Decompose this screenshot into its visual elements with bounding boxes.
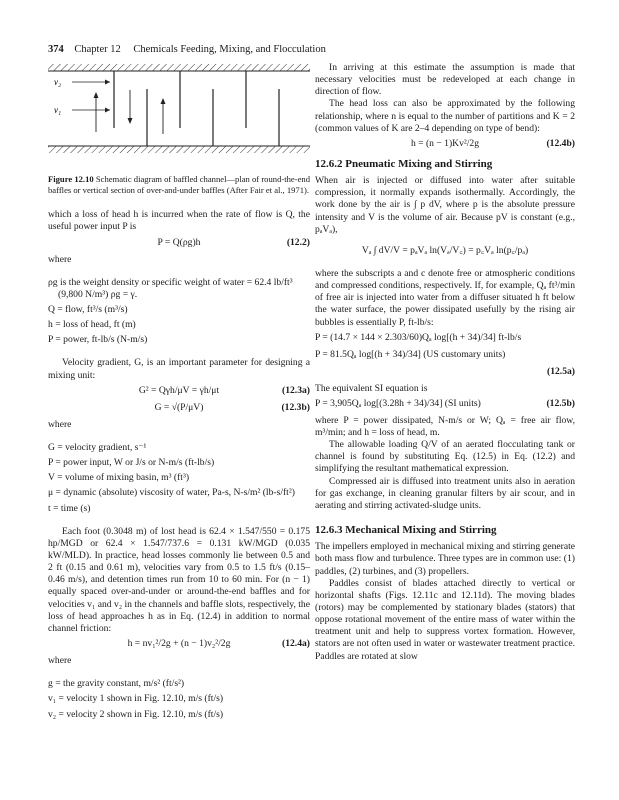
equation-12-3b	[48, 402, 310, 416]
paragraph: which a loss of head h is incurred when the rate of flow is Q, the useful power input P is	[48, 209, 310, 233]
equation-12-4b	[315, 138, 575, 152]
equation-number: (12.3b)	[281, 401, 310, 413]
equation-text: h = nv₁²/2g + (n − 1)v₂²/2g	[127, 638, 231, 650]
label-v1: v₁	[54, 105, 62, 115]
equation-text: P = 81.5Qₐ log[(h + 34)/34] (US customary units)	[315, 348, 506, 360]
equation-12-3a	[48, 385, 310, 399]
definition: t = time (s)	[48, 502, 91, 514]
definition: G = velocity gradient, s⁻¹	[48, 441, 147, 453]
equation-number: (12.3a)	[282, 384, 310, 396]
definition: P = power, ft-lb/s (N-m/s)	[48, 334, 148, 346]
equation-text: P = Q(ρg)h	[157, 236, 201, 248]
definition: v₁ = velocity 1 shown in Fig. 12.10, m/s (ft/s)	[48, 693, 224, 705]
equation-number: (12.4b)	[546, 137, 575, 149]
where-label: where	[48, 418, 72, 430]
chapter-label: Chapter 12	[74, 44, 121, 55]
equation-number: (12.4a)	[282, 638, 310, 650]
definition: P = power input, W or J/s or N-m/s (ft-lb/s)	[48, 457, 215, 469]
baffle-figure	[48, 62, 310, 172]
chapter-title: Chemicals Feeding, Mixing, and Flocculation	[133, 44, 326, 55]
equation-number: (12.5b)	[546, 397, 575, 409]
page-number: 374	[48, 44, 64, 55]
equation-12-4a	[48, 638, 310, 652]
bottom-wall	[48, 146, 310, 153]
equation-12-5b	[315, 398, 575, 412]
paragraph: Compressed air is diffused into treatment units also in aeration for gas exchange, in cleaning granular filters by air scour, and in aerating and stirring activated-sludge units.	[315, 475, 575, 511]
paragraph: where P = power dissipated, N-m/s or W; Qₐ = free air flow, m³/min; and h = loss of head, m.	[315, 414, 575, 438]
definition: V = volume of mixing basin, m³ (ft³)	[48, 472, 190, 484]
equation-text: G² = Qγh/μV = γh/μt	[138, 384, 220, 396]
paragraph: The impellers employed in mechanical mixing and stirring generate both mass flow and turbulence. Three types are in common use: (1) paddles, (2) turbines, and (3) propellers.	[315, 541, 576, 577]
where-label: where	[48, 655, 72, 667]
equation-12-5a-number	[315, 366, 575, 380]
definition: Q = flow, ft³/s (m³/s)	[48, 303, 128, 315]
equation-text: h = (n − 1)Kv²/2g	[410, 137, 480, 149]
left-column	[48, 62, 310, 724]
definition: μ = dynamic (absolute) viscosity of water, Pa-s, N-s/m² (lb-s/ft²)	[48, 487, 295, 499]
definition: h = loss of head, ft (m)	[48, 319, 136, 331]
figure-caption	[48, 174, 310, 195]
caption-text: Schematic diagram of baffled channel—plan of round-the-end baffles or vertical section of over-and-under baffles (After Fair et al., 1971).	[48, 174, 310, 195]
caption-label: Figure 12.10	[48, 174, 94, 184]
paragraph: Paddles consist of blades attached directly to vertical or horizontal shafts (Figs. 12.11c and 12.11d). The moving blades (rotors) may be complemented by stationary blades (stators) that oppose rotational movement of the entire mass of water within the treatment unit and help to suppress vortex formation. However, stators are not often used in water or wastewater treatment practice. Paddles are rotated at slow	[315, 577, 575, 662]
paragraph: The allowable loading Q/V of an aerated flocculating tank or channel is found by substituting Eq. (12.5) in Eq. (12.2) and simplifying the resultant mathematical expression.	[315, 439, 575, 475]
paragraph: Velocity gradient, G, is an important parameter for designing a mixing unit:	[48, 357, 310, 381]
running-header	[48, 44, 326, 55]
equation-12-5a-line2	[315, 349, 575, 363]
equation-12-2	[48, 237, 310, 251]
paragraph: The head loss can also be approximated by the following relationship, where n is equal to the number of partitions and K = 2 (common values of K are 2–4 depending on type of bend):	[315, 98, 575, 134]
definition: ρg is the weight density or specific weight of water = 62.4 lb/ft³ (9,800 N/m³) ρg = γ.	[48, 276, 293, 300]
label-v2: v₂	[54, 77, 62, 87]
equation-integral	[315, 239, 575, 265]
equation-text: Vₐ ∫ dV/V = pₐVₐ ln(Vₐ/V꜀) = p꜀Vₐ ln(p꜀/pₐ)	[361, 244, 529, 256]
section-heading-pneumatic: 12.6.2 Pneumatic Mixing and Stirring	[315, 157, 493, 170]
paragraph: The equivalent SI equation is	[315, 382, 428, 394]
equation-text: G = √(P/μV)	[154, 401, 204, 413]
right-column	[315, 62, 575, 663]
definition: g = the gravity constant, m/s² (ft/s²)	[48, 678, 185, 690]
where-label: where	[48, 253, 72, 265]
paragraph: When air is injected or diffused into water after suitable compression, it normally expands isothermally. Accordingly, the work done by the air is ∫ p dV, where p is the absolute pressure intensity and V is the volume of air. Because pV is constant (e.g., pₐVₐ),	[315, 175, 575, 235]
paragraph: where the subscripts a and c denote free or atmospheric conditions and compressed conditions, respectively. If, for example, Qₐ ft³/min of free air is injected into water from a diffuser situated h ft below the water surface, the power dissipated usefully by the rising air bubbles is essentially P, ft-lb/s:	[315, 267, 575, 328]
definition: v₂ = velocity 2 shown in Fig. 12.10, m/s (ft/s)	[48, 708, 224, 720]
equation-number: (12.5a)	[547, 365, 575, 377]
equation-number: (12.2)	[286, 236, 310, 248]
equation-12-5a-line1	[315, 332, 575, 346]
equation-text: P = 3,905Qₐ log[(3.28h + 34)/34] (SI units)	[315, 397, 481, 409]
top-wall	[48, 64, 310, 71]
paragraph: In arriving at this estimate the assumption is made that necessary velocities must be redeveloped at each change in direction of flow.	[315, 62, 575, 98]
paragraph: Each foot (0.3048 m) of lost head is 62.4 × 1.547/550 = 0.175 hp/MGD or 62.4 × 1.547/737.6 = 0.131 kW/MGD (0.035 kW/MLD). In practice, head losses commonly lie between 0.5 and 2 ft (0.15 and 0.61 m), velocities vary from 0.5 to 1.5 ft/s (0.15–0.46 m/s), and detention times run from 10 to 60 min. For (n − 1) equally spaced over-and-under or around-the-end baffles and for velocities v₁ and v₂ in the channels and baffle slots, respectively, the loss of head approaches h as in Eq. (12.4) in addition to normal channel friction:	[48, 525, 310, 634]
baffled-channel-diagram	[48, 62, 310, 172]
equation-text: P = (14.7 × 144 × 2.303/60)Qₐ log[(h + 34)/34] ft-lb/s	[315, 331, 522, 343]
section-heading-mechanical: 12.6.3 Mechanical Mixing and Stirring	[315, 524, 497, 537]
